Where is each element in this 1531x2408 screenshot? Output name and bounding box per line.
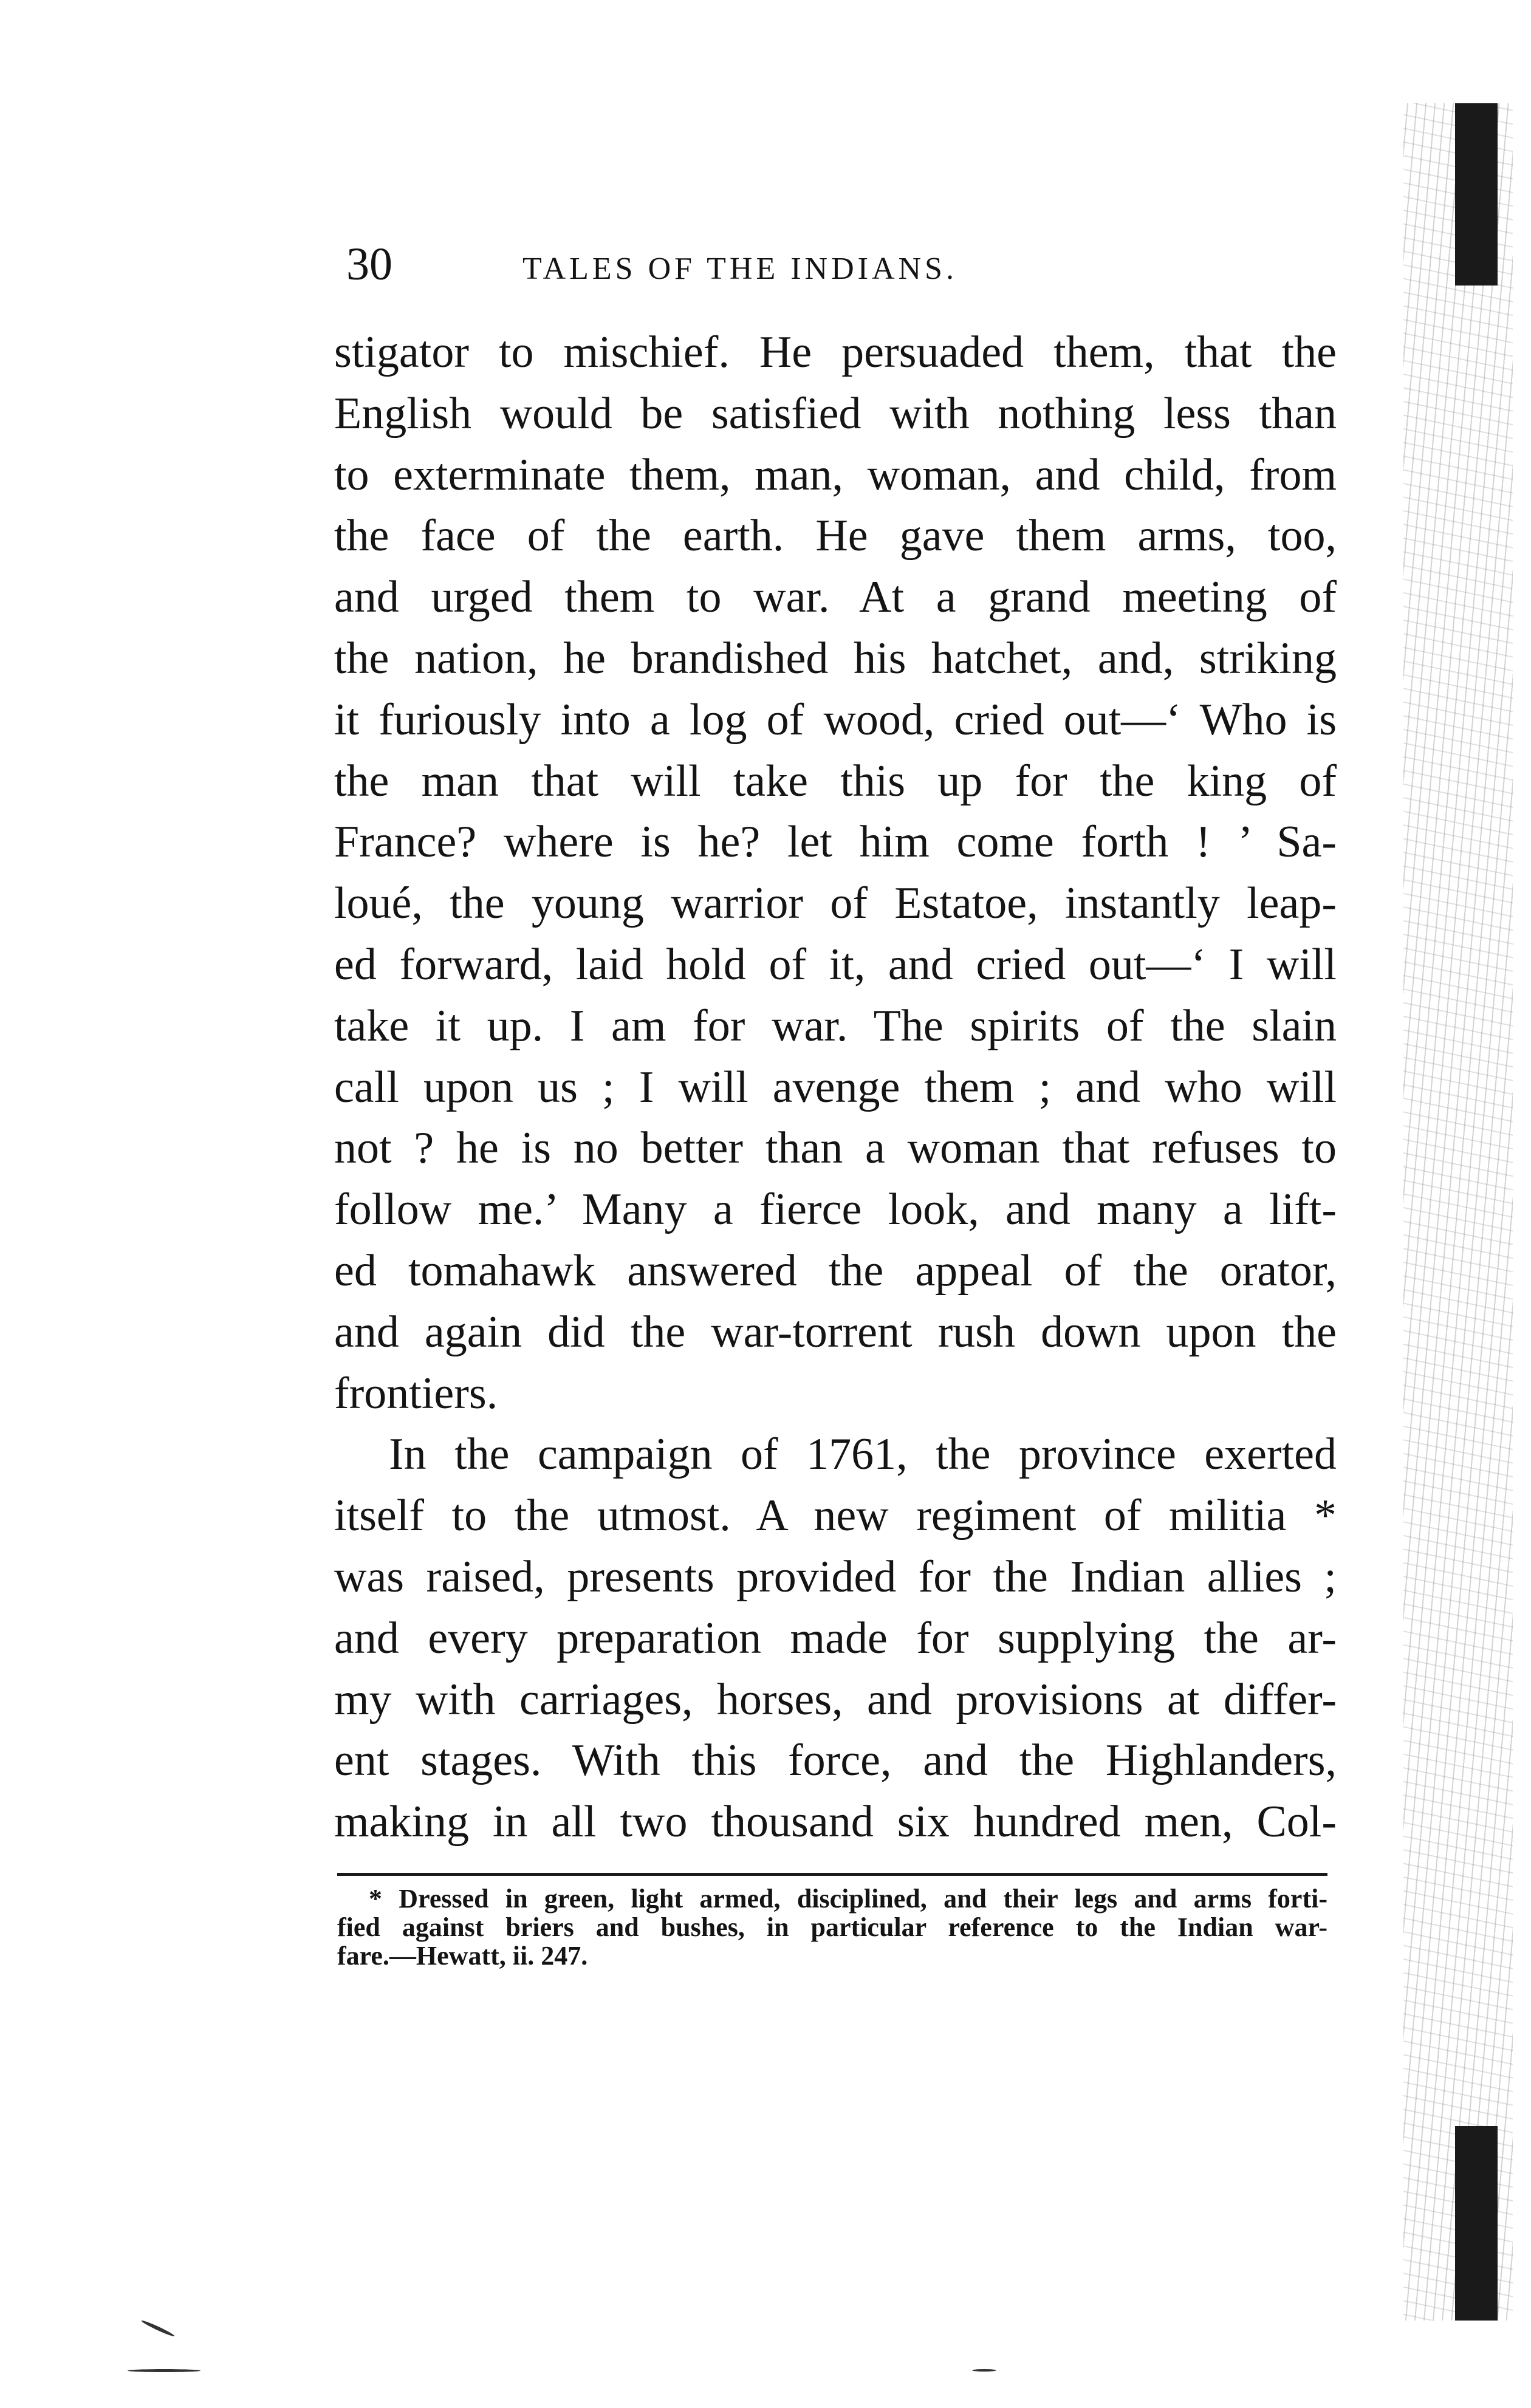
text-line: English would be satisfied with nothing less than <box>334 388 1337 439</box>
text-line: the man that will take this up for the king of <box>334 756 1337 806</box>
text-line: it furiously into a log of wood, cried out—‘ Who is <box>334 694 1337 745</box>
text-line: loué, the young warrior of Estatoe, instantly leap- <box>334 878 1337 929</box>
text-line: frontiers. <box>334 1368 498 1418</box>
text-line: the nation, he brandished his hatchet, and, striking <box>334 633 1337 683</box>
text-line: follow me.’ Many a fierce look, and many a lift- <box>334 1185 1337 1235</box>
body-text <box>334 322 1337 1853</box>
text-line: and again did the war-torrent rush down upon the <box>334 1307 1337 1357</box>
text-line: my with carriages, horses, and provisions at differ- <box>334 1674 1337 1725</box>
text-line: ed tomahawk answered the appeal of the orator, <box>334 1245 1337 1296</box>
scan-speck <box>972 2369 996 2372</box>
text-line: itself to the utmost. A new regiment of militia * <box>334 1491 1337 1541</box>
text-line: to exterminate them, man, woman, and child, from <box>334 450 1337 500</box>
text-line: and urged them to war. At a grand meeting of <box>334 572 1337 623</box>
text-line: stigator to mischief. He persuaded them, that the <box>334 327 1337 377</box>
text-line: making in all two thousand six hundred men, Col- <box>334 1797 1337 1847</box>
running-head <box>346 231 1343 298</box>
footnote-line: * Dressed in green, light armed, disciplined, and their legs and arms forti- <box>369 1884 1327 1914</box>
text-line: and every preparation made for supplying the ar- <box>334 1613 1337 1663</box>
scan-speck <box>141 2319 176 2338</box>
page-edge-dark-bottom <box>1455 2126 1498 2321</box>
text-line: take it up. I am for war. The spirits of the slain <box>334 1000 1337 1051</box>
footnote-line: fare.—Hewatt, ii. 247. <box>337 1941 588 1971</box>
text-line: ed forward, laid hold of it, and cried out—‘ I will <box>334 939 1337 990</box>
text-line: was raised, presents provided for the Indian allies ; <box>334 1551 1337 1602</box>
page-edge-shadow <box>1403 103 1513 2321</box>
footnote <box>337 1884 1327 1970</box>
text-line: In the campaign of 1761, the province exerted <box>389 1429 1337 1480</box>
footnote-line: fied against briers and bushes, in particular reference to the Indian war- <box>337 1912 1327 1942</box>
scan-speck <box>128 2369 200 2372</box>
text-line: not ? he is no better than a woman that refuses to <box>334 1123 1337 1174</box>
text-line: the face of the earth. He gave them arms, too, <box>334 511 1337 561</box>
footnote-rule <box>337 1873 1327 1876</box>
text-line: ent stages. With this force, and the Highlanders, <box>334 1736 1337 1786</box>
text-line: call upon us ; I will avenge them ; and who will <box>334 1062 1337 1112</box>
running-title: TALES OF THE INDIANS. <box>522 251 957 286</box>
page-edge-dark-top <box>1455 103 1498 286</box>
page-number: 30 <box>346 239 392 290</box>
text-line: France? where is he? let him come forth ! ’ Sa- <box>334 817 1337 867</box>
